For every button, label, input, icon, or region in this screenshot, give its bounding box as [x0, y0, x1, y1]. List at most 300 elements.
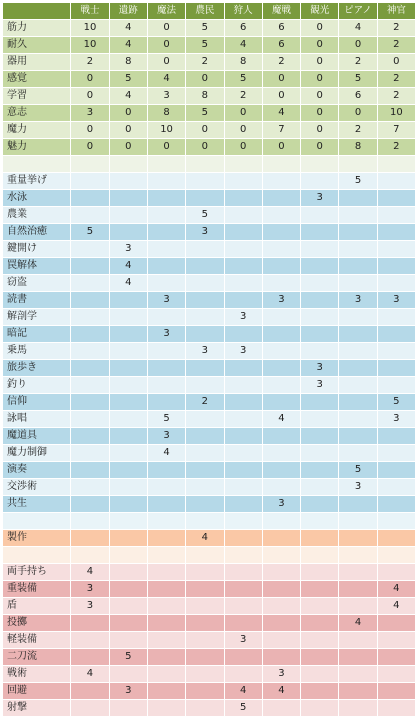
value-cell: [377, 190, 415, 207]
value-cell: [262, 530, 300, 547]
value-cell: 7: [377, 122, 415, 139]
value-cell: [109, 700, 147, 717]
value-cell: 4: [147, 445, 185, 462]
value-cell: [109, 292, 147, 309]
value-cell: 3: [262, 292, 300, 309]
row-label: 筋力: [3, 20, 71, 37]
value-cell: 0: [339, 37, 377, 54]
value-cell: [109, 343, 147, 360]
value-cell: [224, 411, 262, 428]
value-cell: [186, 275, 224, 292]
skill-row: [3, 258, 416, 275]
value-cell: [262, 326, 300, 343]
value-cell: 3: [377, 411, 415, 428]
value-cell: 4: [262, 683, 300, 700]
row-label: 感覚: [3, 71, 71, 88]
skill-row: [3, 241, 416, 258]
value-cell: [71, 411, 109, 428]
row-label: 罠解体: [3, 258, 71, 275]
value-cell: 10: [377, 105, 415, 122]
stat-row: [3, 139, 416, 156]
value-cell: [339, 683, 377, 700]
spacer-row: [3, 156, 416, 173]
skill-row: [3, 224, 416, 241]
value-cell: [301, 581, 339, 598]
value-cell: [301, 496, 339, 513]
value-cell: [147, 666, 185, 683]
value-cell: [301, 207, 339, 224]
value-cell: 3: [301, 377, 339, 394]
col-header-warrior: 戦士: [71, 3, 109, 20]
value-cell: [224, 190, 262, 207]
row-label: 投擲: [3, 615, 71, 632]
skill-row: [3, 173, 416, 190]
spacer-cell: [262, 547, 300, 564]
value-cell: [224, 496, 262, 513]
value-cell: 0: [301, 105, 339, 122]
stat-row: [3, 88, 416, 105]
value-cell: 2: [186, 54, 224, 71]
value-cell: [186, 377, 224, 394]
stat-row: [3, 54, 416, 71]
skill-row: [3, 377, 416, 394]
value-cell: 6: [224, 20, 262, 37]
value-cell: [339, 377, 377, 394]
value-cell: [262, 394, 300, 411]
col-header-priest: 神官: [377, 3, 415, 20]
row-label: 自然治癒: [3, 224, 71, 241]
value-cell: 0: [262, 139, 300, 156]
value-cell: 4: [377, 598, 415, 615]
value-cell: 0: [147, 37, 185, 54]
value-cell: [339, 598, 377, 615]
value-cell: 2: [377, 20, 415, 37]
row-label: 解剖学: [3, 309, 71, 326]
value-cell: [147, 394, 185, 411]
row-label: 戦術: [3, 666, 71, 683]
value-cell: [377, 479, 415, 496]
row-label: 魅力: [3, 139, 71, 156]
value-cell: [71, 258, 109, 275]
value-cell: 2: [377, 71, 415, 88]
value-cell: [377, 700, 415, 717]
value-cell: 3: [71, 598, 109, 615]
value-cell: 3: [147, 428, 185, 445]
value-cell: [147, 530, 185, 547]
skill-row: [3, 309, 416, 326]
value-cell: 2: [71, 54, 109, 71]
value-cell: [377, 258, 415, 275]
value-cell: 0: [109, 139, 147, 156]
value-cell: [339, 632, 377, 649]
value-cell: [339, 496, 377, 513]
value-cell: 0: [224, 122, 262, 139]
spacer-cell: [147, 156, 185, 173]
value-cell: [109, 479, 147, 496]
value-cell: [186, 445, 224, 462]
value-cell: [71, 496, 109, 513]
value-cell: 0: [339, 105, 377, 122]
spacer-cell: [301, 156, 339, 173]
value-cell: [301, 343, 339, 360]
value-cell: [339, 343, 377, 360]
value-cell: [377, 564, 415, 581]
value-cell: [71, 190, 109, 207]
value-cell: 3: [147, 326, 185, 343]
value-cell: [262, 309, 300, 326]
spacer-cell: [377, 513, 415, 530]
value-cell: [186, 411, 224, 428]
col-header-magic: 魔法: [147, 3, 185, 20]
value-cell: [186, 190, 224, 207]
value-cell: 5: [339, 462, 377, 479]
value-cell: 3: [262, 666, 300, 683]
combat-row: [3, 615, 416, 632]
value-cell: [71, 173, 109, 190]
value-cell: [71, 462, 109, 479]
spacer-cell: [224, 513, 262, 530]
skill-row: [3, 496, 416, 513]
value-cell: [301, 479, 339, 496]
value-cell: 4: [339, 20, 377, 37]
value-cell: [224, 275, 262, 292]
spacer-cell: [3, 513, 71, 530]
value-cell: [301, 598, 339, 615]
value-cell: 2: [377, 37, 415, 54]
value-cell: 5: [339, 173, 377, 190]
value-cell: [301, 173, 339, 190]
spacer-cell: [71, 547, 109, 564]
value-cell: [377, 360, 415, 377]
value-cell: [377, 666, 415, 683]
row-label: 魔力制御: [3, 445, 71, 462]
value-cell: 4: [109, 88, 147, 105]
value-cell: [262, 445, 300, 462]
row-label: 窃盗: [3, 275, 71, 292]
value-cell: [109, 224, 147, 241]
row-label: 学習: [3, 88, 71, 105]
value-cell: [262, 343, 300, 360]
value-cell: 10: [147, 122, 185, 139]
value-cell: [147, 275, 185, 292]
value-cell: [377, 462, 415, 479]
value-cell: [147, 190, 185, 207]
combat-row: [3, 632, 416, 649]
value-cell: 10: [71, 37, 109, 54]
value-cell: [301, 462, 339, 479]
spacer-cell: [224, 156, 262, 173]
row-label: 意志: [3, 105, 71, 122]
value-cell: 5: [224, 700, 262, 717]
value-cell: [186, 309, 224, 326]
value-cell: [147, 581, 185, 598]
value-cell: [339, 207, 377, 224]
value-cell: [147, 173, 185, 190]
spacer-cell: [377, 547, 415, 564]
value-cell: 3: [339, 479, 377, 496]
value-cell: [301, 564, 339, 581]
value-cell: [224, 173, 262, 190]
row-label: 製作: [3, 530, 71, 547]
value-cell: 4: [224, 37, 262, 54]
col-header-hunter: 狩人: [224, 3, 262, 20]
value-cell: 4: [71, 564, 109, 581]
value-cell: [224, 479, 262, 496]
class-skill-sheet: [2, 2, 416, 717]
value-cell: [301, 292, 339, 309]
spacer-cell: [301, 547, 339, 564]
value-cell: [224, 462, 262, 479]
value-cell: [377, 496, 415, 513]
value-cell: [301, 666, 339, 683]
value-cell: [377, 173, 415, 190]
row-label: 器用: [3, 54, 71, 71]
row-label: 回避: [3, 683, 71, 700]
value-cell: [147, 632, 185, 649]
row-label: 読書: [3, 292, 71, 309]
value-cell: [262, 360, 300, 377]
row-label: 演奏: [3, 462, 71, 479]
value-cell: [186, 683, 224, 700]
spacer-cell: [339, 513, 377, 530]
value-cell: [224, 258, 262, 275]
value-cell: [186, 615, 224, 632]
value-cell: [339, 394, 377, 411]
value-cell: [186, 581, 224, 598]
spacer-cell: [262, 156, 300, 173]
value-cell: [71, 309, 109, 326]
value-cell: 0: [224, 105, 262, 122]
value-cell: [339, 649, 377, 666]
class-stat-table: [2, 2, 416, 717]
value-cell: 5: [109, 649, 147, 666]
value-cell: [339, 428, 377, 445]
value-cell: [377, 530, 415, 547]
value-cell: 2: [186, 394, 224, 411]
row-label: 信仰: [3, 394, 71, 411]
spacer-cell: [339, 547, 377, 564]
value-cell: [186, 564, 224, 581]
skill-row: [3, 411, 416, 428]
col-header-magic-warrior: 魔戦: [262, 3, 300, 20]
value-cell: 3: [186, 343, 224, 360]
skill-row: [3, 428, 416, 445]
row-label: 詠唱: [3, 411, 71, 428]
col-header-piano: ピアノ: [339, 3, 377, 20]
value-cell: [262, 649, 300, 666]
value-cell: [71, 326, 109, 343]
value-cell: 5: [186, 37, 224, 54]
spacer-cell: [71, 513, 109, 530]
value-cell: 3: [301, 360, 339, 377]
value-cell: [262, 377, 300, 394]
row-label: 水泳: [3, 190, 71, 207]
value-cell: [147, 343, 185, 360]
header-row: [3, 3, 416, 20]
value-cell: [147, 258, 185, 275]
value-cell: [301, 700, 339, 717]
value-cell: 0: [71, 139, 109, 156]
combat-row: [3, 700, 416, 717]
value-cell: [147, 615, 185, 632]
value-cell: [147, 479, 185, 496]
value-cell: 3: [339, 292, 377, 309]
value-cell: [224, 530, 262, 547]
value-cell: [339, 411, 377, 428]
value-cell: [262, 598, 300, 615]
value-cell: 2: [377, 88, 415, 105]
spacer-cell: [109, 156, 147, 173]
value-cell: [301, 411, 339, 428]
value-cell: [224, 241, 262, 258]
value-cell: [301, 326, 339, 343]
value-cell: [224, 649, 262, 666]
value-cell: 3: [377, 292, 415, 309]
value-cell: [186, 632, 224, 649]
value-cell: 0: [109, 122, 147, 139]
value-cell: [71, 615, 109, 632]
value-cell: [109, 207, 147, 224]
value-cell: [339, 224, 377, 241]
value-cell: 3: [109, 241, 147, 258]
value-cell: [147, 377, 185, 394]
value-cell: [377, 309, 415, 326]
value-cell: [186, 360, 224, 377]
value-cell: [301, 615, 339, 632]
value-cell: [224, 666, 262, 683]
col-header-farmer: 農民: [186, 3, 224, 20]
value-cell: 0: [377, 54, 415, 71]
row-label: 暗記: [3, 326, 71, 343]
value-cell: 0: [301, 122, 339, 139]
value-cell: [186, 496, 224, 513]
value-cell: 3: [109, 683, 147, 700]
combat-row: [3, 683, 416, 700]
row-label: 魔力: [3, 122, 71, 139]
value-cell: [109, 496, 147, 513]
value-cell: 4: [109, 258, 147, 275]
value-cell: [71, 479, 109, 496]
corner-cell: [3, 3, 71, 20]
value-cell: 8: [339, 139, 377, 156]
value-cell: [339, 445, 377, 462]
spacer-cell: [262, 513, 300, 530]
value-cell: [147, 496, 185, 513]
value-cell: [301, 428, 339, 445]
value-cell: [109, 309, 147, 326]
value-cell: 0: [186, 122, 224, 139]
value-cell: [109, 615, 147, 632]
row-label: 旅歩き: [3, 360, 71, 377]
value-cell: 6: [262, 37, 300, 54]
value-cell: [109, 632, 147, 649]
value-cell: [186, 292, 224, 309]
value-cell: [109, 326, 147, 343]
value-cell: 5: [147, 411, 185, 428]
value-cell: 0: [301, 88, 339, 105]
row-label: 交渉術: [3, 479, 71, 496]
skill-row: [3, 479, 416, 496]
value-cell: 4: [339, 615, 377, 632]
skill-row: [3, 360, 416, 377]
value-cell: 5: [186, 105, 224, 122]
value-cell: [147, 700, 185, 717]
value-cell: 4: [262, 411, 300, 428]
skill-row: [3, 275, 416, 292]
value-cell: 0: [301, 54, 339, 71]
value-cell: 4: [224, 683, 262, 700]
skill-row: [3, 326, 416, 343]
value-cell: [224, 292, 262, 309]
row-label: 二刀流: [3, 649, 71, 666]
row-label: 鍵開け: [3, 241, 71, 258]
value-cell: [339, 564, 377, 581]
value-cell: [262, 173, 300, 190]
col-header-tourist: 観光: [301, 3, 339, 20]
value-cell: [262, 632, 300, 649]
value-cell: 6: [339, 88, 377, 105]
value-cell: [224, 377, 262, 394]
value-cell: [301, 275, 339, 292]
value-cell: 8: [186, 88, 224, 105]
value-cell: [377, 445, 415, 462]
value-cell: 3: [301, 190, 339, 207]
value-cell: 5: [109, 71, 147, 88]
value-cell: 0: [262, 71, 300, 88]
value-cell: [71, 241, 109, 258]
value-cell: [262, 479, 300, 496]
value-cell: 4: [71, 666, 109, 683]
value-cell: [339, 241, 377, 258]
spacer-cell: [301, 513, 339, 530]
value-cell: [71, 394, 109, 411]
value-cell: 3: [224, 309, 262, 326]
value-cell: [109, 666, 147, 683]
value-cell: [186, 258, 224, 275]
stat-row: [3, 71, 416, 88]
value-cell: [339, 581, 377, 598]
value-cell: [186, 666, 224, 683]
value-cell: [109, 428, 147, 445]
value-cell: [109, 581, 147, 598]
value-cell: 0: [71, 88, 109, 105]
value-cell: [224, 615, 262, 632]
value-cell: 4: [109, 37, 147, 54]
value-cell: [147, 241, 185, 258]
value-cell: [301, 530, 339, 547]
value-cell: [147, 462, 185, 479]
spacer-cell: [3, 156, 71, 173]
skill-row: [3, 292, 416, 309]
value-cell: 4: [262, 105, 300, 122]
value-cell: 4: [147, 71, 185, 88]
combat-row: [3, 564, 416, 581]
value-cell: 4: [109, 20, 147, 37]
value-cell: [71, 700, 109, 717]
stat-row: [3, 20, 416, 37]
value-cell: [147, 683, 185, 700]
value-cell: [147, 564, 185, 581]
value-cell: 8: [109, 54, 147, 71]
spacer-cell: [109, 547, 147, 564]
combat-row: [3, 649, 416, 666]
value-cell: [186, 479, 224, 496]
value-cell: [377, 343, 415, 360]
value-cell: [224, 360, 262, 377]
value-cell: [301, 309, 339, 326]
value-cell: [109, 598, 147, 615]
combat-row: [3, 598, 416, 615]
